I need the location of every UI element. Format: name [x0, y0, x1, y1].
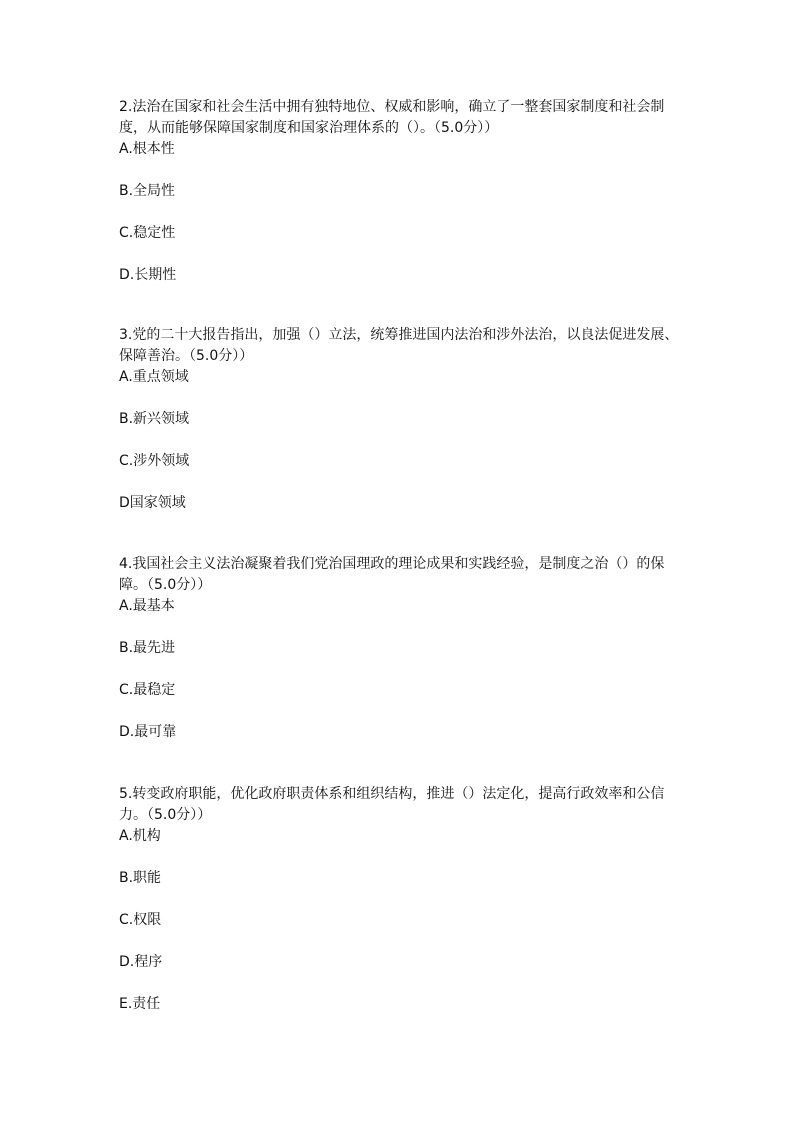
question-5 — [119, 784, 679, 1015]
option-d: D.最可靠 — [119, 724, 177, 740]
question-4 — [119, 554, 679, 743]
option-a: A.重点领域 — [119, 369, 189, 385]
option-c: C.涉外领域 — [119, 453, 190, 469]
option-a: A.根本性 — [119, 141, 175, 157]
option-a: A.最基本 — [119, 598, 175, 614]
question-stem: 3.党的二十大报告指出，加强（）立法，统筹推进国内法治和涉外法治，以良法促进发展、保障善治。（5.0分）） — [119, 327, 679, 364]
option-d: D.长期性 — [119, 267, 177, 283]
option-c: C.稳定性 — [119, 225, 176, 241]
question-3 — [119, 325, 679, 514]
option-c: C.最稳定 — [119, 682, 176, 698]
option-b: B.最先进 — [119, 640, 176, 656]
option-b: B.新兴领域 — [119, 411, 190, 427]
option-d: D.程序 — [119, 954, 163, 970]
option-a: A.机构 — [119, 828, 161, 844]
option-e: E.责任 — [119, 996, 161, 1012]
question-stem: 5.转变政府职能，优化政府职责体系和组织结构，推进（）法定化，提高行政效率和公信力。（5.0分）） — [119, 786, 665, 823]
option-d: D国家领域 — [119, 495, 186, 511]
option-b: B.全局性 — [119, 183, 176, 199]
question-stem: 4.我国社会主义法治凝聚着我们党治国理政的理论成果和实践经验，是制度之治（）的保障。（5.0分）） — [119, 556, 665, 593]
option-c: C.权限 — [119, 912, 162, 928]
option-b: B.职能 — [119, 870, 162, 886]
question-2 — [119, 97, 679, 286]
question-stem: 2.法治在国家和社会生活中拥有独特地位、权威和影响，确立了一整套国家制度和社会制度，从而能够保障国家制度和国家治理体系的（）。（5.0分）） — [119, 99, 665, 136]
